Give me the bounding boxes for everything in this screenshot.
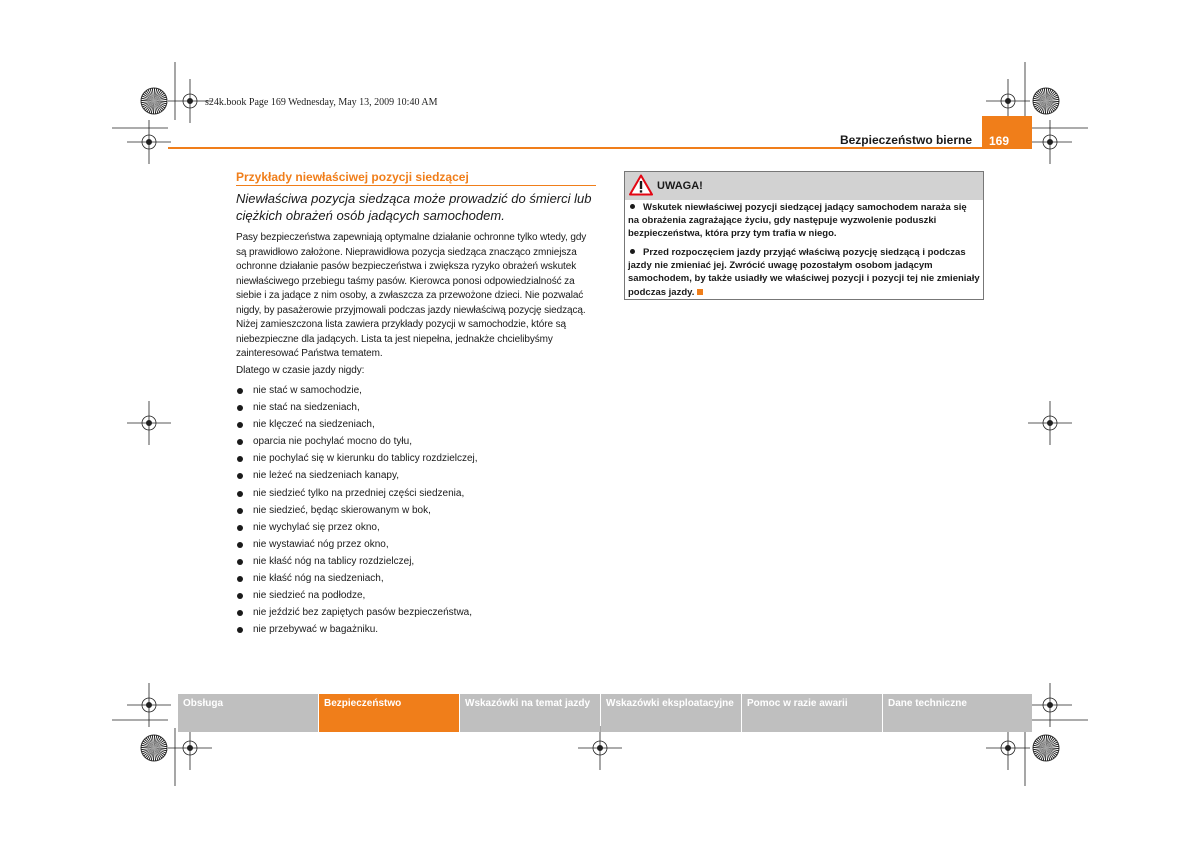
tab-obsluga[interactable]: Obsługa	[178, 694, 318, 732]
print-info: s24k.book Page 169 Wednesday, May 13, 2009 10:40 AM	[205, 97, 438, 108]
list-item: nie leżeć na siedzeniach kanapy,	[236, 467, 598, 484]
bullet-icon	[237, 456, 243, 462]
sunburst-target-icon	[141, 735, 167, 761]
warning-title: UWAGA!	[657, 180, 703, 192]
list-item: nie kłaść nóg na tablicy rozdzielczej,	[236, 553, 598, 570]
bullet-icon	[237, 473, 243, 479]
bullet-icon	[237, 576, 243, 582]
registration-mark-icon	[1028, 401, 1072, 445]
bullet-icon	[237, 439, 243, 445]
bullet-icon	[237, 491, 243, 497]
registration-mark-icon	[1028, 683, 1072, 727]
bullet-icon	[237, 525, 243, 531]
paragraph: Niżej zamieszczona lista zawiera przykłady pozycji w samochodzie, które są niebezpieczne dla jadących. Lista ta jest niepełna, jednakże chcielibyśmy zainteresować Państwa tematem.	[236, 319, 566, 359]
registration-mark-icon	[1028, 120, 1072, 164]
section-title: Bezpieczeństwo bierne	[839, 133, 972, 147]
list-item: nie siedzieć na podłodze,	[236, 587, 598, 604]
bullet-icon	[237, 593, 243, 599]
list-item: nie klęczeć na siedzeniach,	[236, 416, 598, 433]
article-heading: Przykłady niewłaściwej pozycji siedzącej	[236, 170, 469, 184]
list-item: nie kłaść nóg na siedzeniach,	[236, 570, 598, 587]
list-item: nie wychylać się przez okno,	[236, 519, 598, 536]
bullet-icon	[630, 204, 635, 209]
sunburst-target-icon	[1033, 735, 1059, 761]
warning-item: Przed rozpoczęciem jazdy przyjąć właściwą pozycję siedzącą i podczas jazdy nie zmieniać jej. Zwrócić uwagę pozostałym osobom jadącym samochodem, by także usiadły we właściwej pozycji i pozycji tej nie zmieniały podczas jazdy.	[628, 247, 980, 298]
warning-item: Wskutek niewłaściwej pozycji siedzącej jadący samochodem naraża się na obrażenia zagrażające życiu, gdy następuje wyzwolenie poduszki bezpieczeństwa, która przy tym trafia w niego.	[628, 202, 967, 240]
sunburst-target-icon	[141, 88, 167, 114]
registration-mark-icon	[127, 683, 171, 727]
bullet-icon	[237, 610, 243, 616]
list-item: nie siedzieć, będąc skierowanym w bok,	[236, 502, 598, 519]
tab-pomoc-awarii[interactable]: Pomoc w razie awarii	[742, 694, 882, 732]
list-item: nie stać w samochodzie,	[236, 382, 598, 399]
registration-mark-icon	[127, 120, 171, 164]
paragraph: Dlatego w czasie jazdy nigdy:	[236, 365, 365, 376]
list-item: oparcia nie pochylać mocno do tyłu,	[236, 433, 598, 450]
list-item: nie siedzieć tylko na przedniej części siedzenia,	[236, 485, 598, 502]
tab-wskazowki-jazdy[interactable]: Wskazówki na temat jazdy	[460, 694, 600, 732]
bullet-icon	[630, 249, 635, 254]
registration-mark-icon	[986, 726, 1030, 770]
bullet-icon	[237, 422, 243, 428]
page-number: 169	[982, 116, 1032, 148]
bullet-icon	[237, 627, 243, 633]
header-rule	[168, 147, 1032, 149]
list-item: nie wystawiać nóg przez okno,	[236, 536, 598, 553]
article-intro: Niewłaściwa pozycja siedząca może prowadzić do śmierci lub ciężkich obrażeń osób jadących samochodem.	[236, 191, 592, 223]
list-item: nie przebywać w bagażniku.	[236, 621, 598, 638]
heading-rule	[236, 185, 596, 186]
tab-bezpieczenstwo[interactable]: Bezpieczeństwo	[319, 694, 459, 732]
tab-wskazowki-eksploatacyjne[interactable]: Wskazówki eksploatacyjne	[601, 694, 741, 732]
paragraph: Pasy bezpieczeństwa zapewniają optymalne działanie ochronne tylko wtedy, gdy są prawidłowo założone. Nieprawidłowa pozycja siedząca znacząco zmniejsza ochronne działanie pasów bezpieczeństwa i zwiększa ryzyko obrażeń wskutek niewłaściwego przebiegu taśmy pasów. Kierowca ponosi odpowiedzialność za siebie i za jadące z nim osoby, a zwłaszcza za przewożone dzieci. Nie pozwalać nigdy, by pasażerowie przyjmowali podczas jazdy niewłaściwą pozycję siedzącą.	[236, 232, 587, 316]
bullet-icon	[237, 388, 243, 394]
bullet-icon	[237, 405, 243, 411]
list-item: nie jeździć bez zapiętych pasów bezpieczeństwa,	[236, 604, 598, 621]
unsafe-positions-list	[236, 382, 598, 638]
registration-mark-icon	[578, 726, 622, 770]
sunburst-target-icon	[1033, 88, 1059, 114]
bullet-icon	[237, 542, 243, 548]
warning-triangle-icon	[629, 174, 653, 196]
end-of-section-icon	[697, 289, 703, 295]
registration-mark-icon	[127, 401, 171, 445]
bullet-icon	[237, 559, 243, 565]
list-item: nie stać na siedzeniach,	[236, 399, 598, 416]
list-item: nie pochylać się w kierunku do tablicy rozdzielczej,	[236, 450, 598, 467]
tab-dane-techniczne[interactable]: Dane techniczne	[883, 694, 1032, 732]
bullet-icon	[237, 508, 243, 514]
